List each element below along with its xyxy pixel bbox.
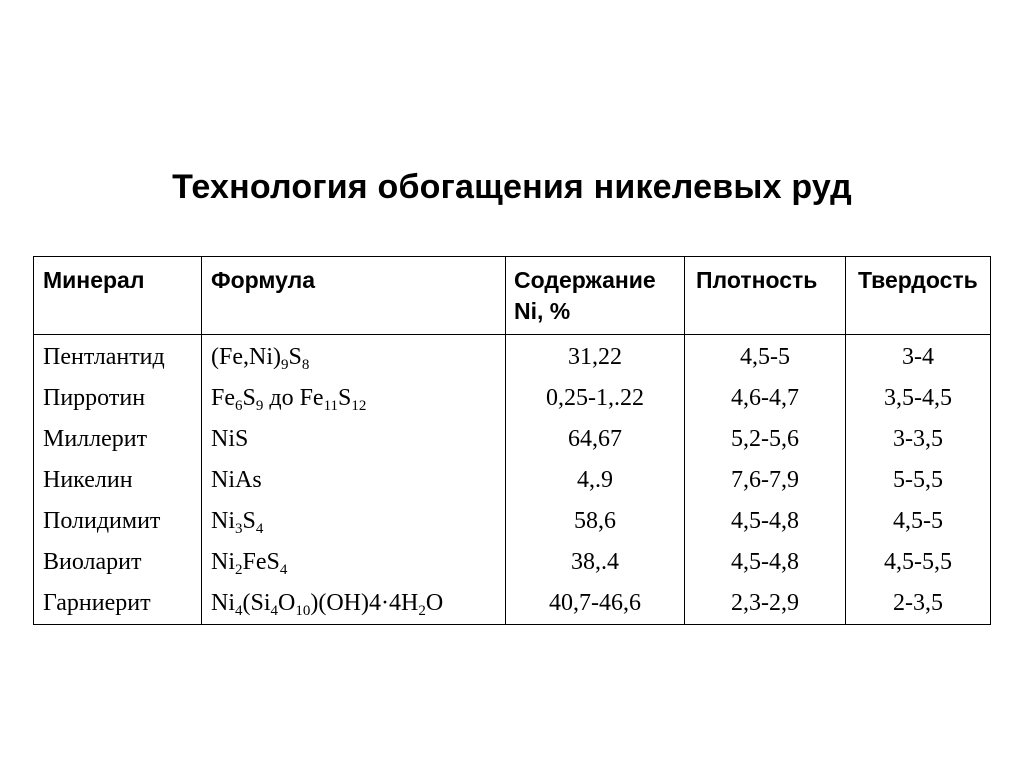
density-cell: 4,5-4,8	[731, 549, 799, 575]
table-row	[34, 419, 990, 460]
formula-subscript: 6	[235, 398, 243, 414]
mineral-cell: Миллерит	[43, 426, 148, 452]
mineral-cell: Пентлантид	[43, 344, 165, 370]
formula-subscript: 10	[295, 603, 311, 619]
nickel-content-cell: 40,7-46,6	[549, 590, 641, 616]
formula-cell	[211, 419, 248, 460]
header-nickel-line1: Содержание	[514, 267, 656, 293]
formula-text: Ni	[211, 590, 235, 616]
formula-subscript: 12	[351, 398, 367, 414]
density-cell: 4,5-5	[740, 344, 790, 370]
hardness-cell: 4,5-5,5	[884, 549, 952, 575]
formula-text: S	[288, 344, 302, 370]
table-row	[34, 583, 990, 624]
density-cell: 4,6-4,7	[731, 385, 799, 411]
formula-text: (Fe,Ni)	[211, 344, 281, 370]
header-formula: Формула	[211, 267, 316, 293]
nickel-content-cell: 31,22	[568, 344, 622, 370]
formula-cell	[211, 542, 287, 583]
density-cell: 5,2-5,6	[731, 426, 799, 452]
formula-cell	[211, 378, 366, 419]
formula-subscript: 9	[280, 357, 289, 373]
mineral-cell: Виоларит	[43, 549, 142, 575]
header-nickel-line2: Ni, %	[514, 298, 571, 324]
mineral-cell: Гарниерит	[43, 590, 151, 616]
formula-text: )(OH)4·4H	[310, 590, 419, 616]
formula-text: FeS	[242, 549, 280, 575]
density-cell: 7,6-7,9	[731, 467, 799, 493]
nickel-content-cell: 4,.9	[577, 467, 613, 493]
header-nickel-content	[514, 265, 656, 327]
density-cell: 4,5-4,8	[731, 508, 799, 534]
hardness-cell: 5-5,5	[893, 467, 943, 493]
table-row	[34, 542, 990, 583]
table-row	[34, 460, 990, 501]
density-cell: 2,3-2,9	[731, 590, 799, 616]
formula-cell	[211, 460, 262, 501]
formula-text: NiAs	[211, 467, 262, 493]
hardness-cell: 4,5-5	[893, 508, 943, 534]
nickel-content-cell: 64,67	[568, 426, 622, 452]
formula-text: S	[338, 385, 352, 411]
formula-text: Ni	[211, 508, 235, 534]
formula-text: S	[242, 508, 256, 534]
formula-subscript: 4	[270, 603, 279, 619]
formula-subscript: 9	[255, 398, 264, 414]
formula-text: до Fe	[263, 385, 324, 411]
header-mineral: Минерал	[43, 267, 145, 293]
mineral-cell: Никелин	[43, 467, 133, 493]
formula-subscript: 3	[235, 521, 243, 537]
formula-subscript: 8	[301, 357, 310, 373]
mineral-cell: Полидимит	[43, 508, 161, 534]
formula-text: (Si	[242, 590, 271, 616]
formula-text: Fe	[211, 385, 235, 411]
minerals-table	[33, 256, 991, 625]
formula-subscript: 11	[323, 398, 339, 414]
table-row	[34, 378, 990, 419]
hardness-cell: 3-3,5	[893, 426, 943, 452]
table-row	[34, 501, 990, 542]
formula-subscript: 4	[235, 603, 243, 619]
page-title: Технология обогащения никелевых руд	[172, 168, 852, 206]
formula-cell	[211, 583, 443, 624]
formula-subscript: 4	[255, 521, 264, 537]
nickel-content-cell: 38,.4	[571, 549, 619, 575]
formula-text: NiS	[211, 426, 249, 452]
nickel-content-cell: 0,25-1,.22	[546, 385, 644, 411]
hardness-cell: 3,5-4,5	[884, 385, 952, 411]
mineral-cell: Пирротин	[43, 385, 146, 411]
formula-subscript: 2	[235, 562, 243, 578]
table-row	[34, 337, 990, 378]
hardness-cell: 3-4	[902, 344, 934, 370]
formula-text: S	[242, 385, 256, 411]
nickel-content-cell: 58,6	[574, 508, 616, 534]
formula-subscript: 2	[418, 603, 426, 619]
formula-cell	[211, 501, 263, 542]
header-density: Плотность	[696, 267, 818, 293]
table-header	[34, 257, 990, 335]
formula-text: Ni	[211, 549, 235, 575]
formula-cell	[211, 337, 309, 378]
formula-subscript: 4	[279, 562, 288, 578]
formula-text: O	[278, 590, 296, 616]
hardness-cell: 2-3,5	[893, 590, 943, 616]
formula-text: O	[425, 590, 444, 616]
header-hardness: Твердость	[858, 267, 978, 293]
